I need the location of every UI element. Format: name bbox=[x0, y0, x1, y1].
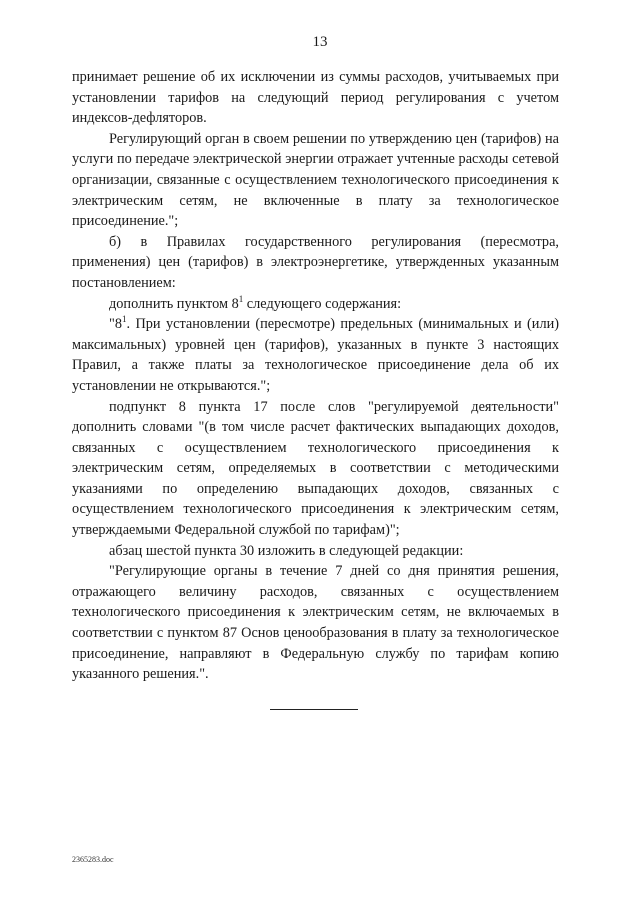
add-point-text-end: следующего содержания: bbox=[243, 295, 402, 312]
paragraph-regulating-body: Регулирующий орган в своем решении по утверждению цен (тарифов) на услуги по передаче электрической энергии отражает учтенные расходы сетевой организации, связанные с осуществлением технологического присоединения к электрическим сетям, не включенные в плату за технологическое присоединение."; bbox=[72, 130, 559, 230]
superscript: 1 bbox=[238, 293, 244, 304]
paragraph-continuation: принимает решение об их исключении из суммы расходов, учитываемых при установлении тарифов на следующий период регулирования с учетом индексов-дефляторов. bbox=[72, 69, 559, 127]
paragraph-point-30-text: "Регулирующие органы в течение 7 дней со дня принятия решения, отражающего величину расходов, связанных с осуществлением технологического присоединения к электрическим сетям, не включаемых в соответствии с пунктом 87 Основ ценообразования в плату за технологическое присоединение, направляют в Федеральную службу по тарифам копию указанного решения.". bbox=[72, 563, 559, 683]
footer-file-code: 2365283.doc bbox=[72, 855, 114, 864]
point-number: "8 bbox=[109, 316, 122, 333]
paragraph-point-8-1 bbox=[72, 314, 559, 396]
paragraph-subpoint-17: подпункт 8 пункта 17 после слов "регулируемой деятельности" дополнить словами "(в том числе расчет фактических выпадающих доходов, связанных с осуществлением технологического присоединения к электрическим сетям, определяемых в соответствии с методическими указаниями по определению выпадающих доходов, связанных с осуществлением технологического присоединения к электрическим сетям, утверждаемыми Федеральной службой по тарифам)"; bbox=[72, 398, 559, 539]
superscript: 1 bbox=[122, 314, 127, 325]
paragraph-point-30-intro: абзац шестой пункта 30 изложить в следующей редакции: bbox=[109, 542, 464, 559]
document-body bbox=[72, 67, 559, 685]
paragraph-rules-amendment: б) в Правилах государственного регулирования (пересмотра, применения) цен (тарифов) в электроэнергетике, утвержденных указанным постановлением: bbox=[72, 233, 559, 291]
end-divider bbox=[270, 709, 358, 710]
paragraph-add-point bbox=[72, 294, 559, 315]
point-text: . При установлении (пересмотре) предельных (минимальных и (или) максимальных) уровней цен (тарифов), указанных в пункте 3 настоящих Правил, а также платы за технологическое присоединение дела об их установлении не открываются."; bbox=[72, 316, 559, 394]
page-number: 13 bbox=[312, 34, 328, 50]
add-point-text: дополнить пунктом 8 bbox=[109, 295, 239, 312]
